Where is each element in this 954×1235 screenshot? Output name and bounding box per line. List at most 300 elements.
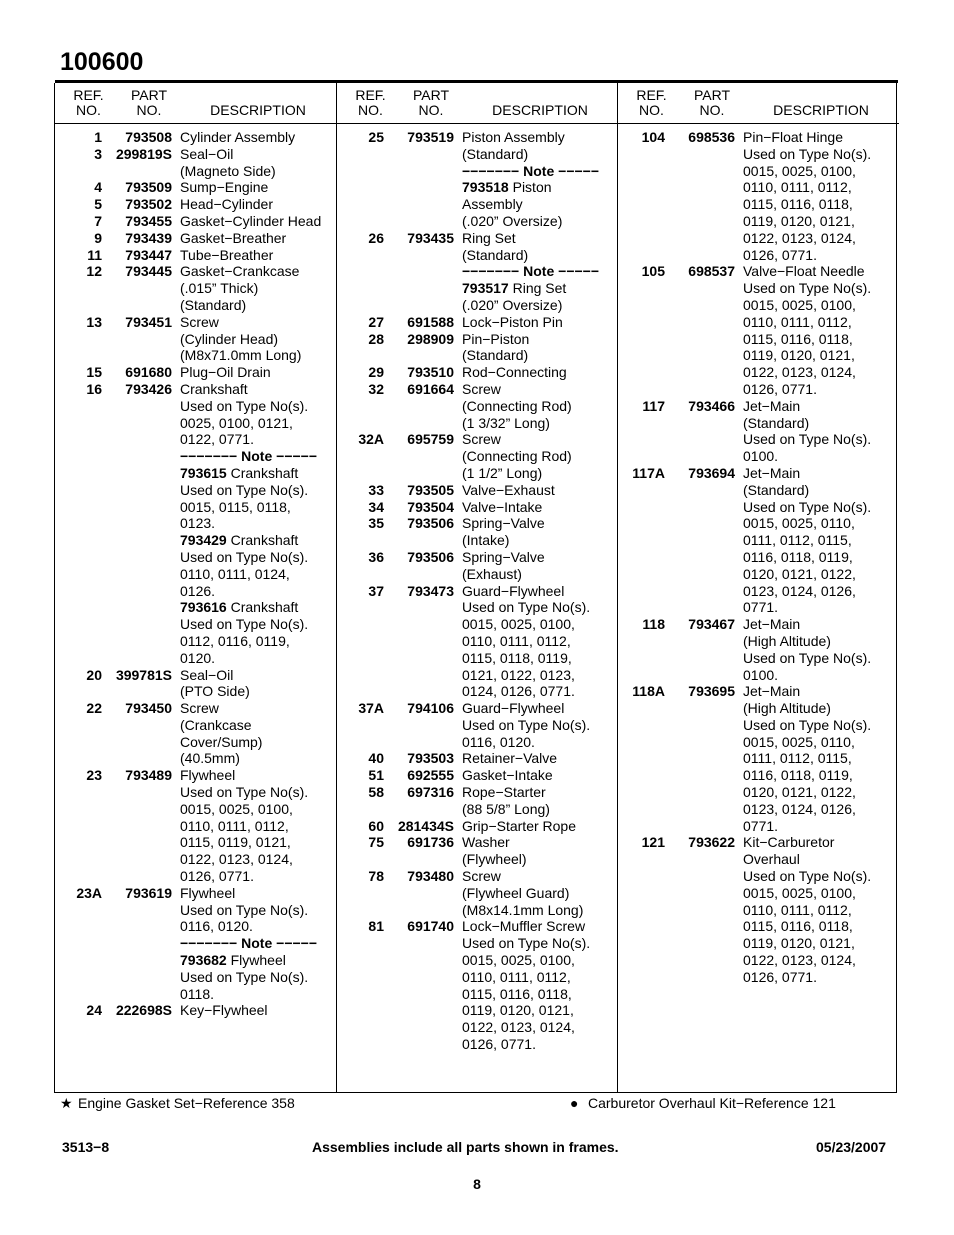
part-description (172, 146, 336, 180)
table-row (618, 616, 899, 683)
part-description (172, 885, 336, 1003)
description-line: (88 5/8” Long) (462, 800, 550, 817)
description-line: (Standard) (743, 414, 810, 431)
part-description (172, 247, 336, 264)
description-line: Used on Type No(s). (180, 968, 309, 985)
description-line: (Standard) (743, 481, 810, 498)
description-line: 0123, 0124, 0126, (743, 582, 856, 599)
description-line: Tube−Breather (180, 246, 274, 263)
description-line: Jet−Main (743, 616, 801, 633)
ref-number: 16 (86, 380, 102, 397)
description-line: 0100. (743, 448, 779, 465)
ref-no-header (61, 88, 116, 118)
table-row (55, 230, 336, 247)
description-line: 0110, 0111, 0112, (743, 313, 852, 330)
part-number: 299819S (115, 145, 172, 162)
description-line: 0015, 0025, 0100, (462, 952, 575, 969)
description-line: Used on Type No(s). (180, 397, 309, 414)
ref-number: 117A (632, 464, 665, 481)
part-no-header (401, 88, 461, 118)
table-row (55, 700, 336, 767)
gasket-set-footnote: Engine Gasket Set−Reference 358 (78, 1095, 295, 1111)
note-divider: −−−−−−− Note −−−−− (462, 263, 600, 280)
description-line: Rod−Connecting (462, 364, 567, 381)
ref-number: 11 (87, 246, 102, 263)
part-number: 793447 (125, 246, 172, 263)
description-line: 0116, 0118, 0119, (743, 548, 853, 565)
ref-header-line-1: REF. (355, 87, 386, 103)
description-line: Spring−Valve (462, 515, 545, 532)
part-description (172, 364, 336, 381)
description-line: 0119, 0120, 0121, (743, 935, 855, 952)
description-line: Used on Type No(s). (743, 716, 872, 733)
table-row (337, 482, 618, 499)
part-description (454, 331, 618, 365)
part-number: 793622 (688, 834, 735, 851)
description-line: Valve−Exhaust (462, 481, 555, 498)
ref-number: 27 (368, 313, 384, 330)
gasket-set-symbol: ★ (60, 1095, 73, 1111)
description-line: (Magneto Side) (180, 162, 276, 179)
description-line: Jet−Main (743, 464, 801, 481)
part-description (454, 549, 618, 583)
table-row (337, 499, 618, 516)
parts-list (55, 129, 336, 1019)
description-line: 0126, 0771. (743, 380, 817, 397)
description-line: 0771. (743, 817, 779, 834)
description-line: 0115, 0116, 0118, (462, 985, 572, 1002)
description-line: Used on Type No(s). (743, 145, 872, 162)
description-line: 0119, 0120, 0121, (462, 1002, 574, 1019)
ref-header-line-1: REF. (636, 87, 667, 103)
part-number: 793480 (407, 868, 454, 885)
ref-number: 32A (358, 431, 384, 448)
description-line: (.020” Oversize) (462, 212, 563, 229)
alternate-part: 793615 Crankshaft (180, 464, 299, 481)
description-line: (Exhaust) (462, 565, 522, 582)
table-row (55, 885, 336, 1003)
description-line: Ring Set (462, 229, 516, 246)
part-number: 695759 (407, 431, 454, 448)
description-line: Seal−Oil (180, 666, 234, 683)
note-divider: −−−−−−− Note −−−−− (180, 448, 318, 465)
description-line: 0115, 0119, 0121, (180, 834, 291, 851)
part-number: 793519 (407, 129, 454, 145)
description-line: Flywheel (180, 884, 236, 901)
ref-number: 22 (86, 700, 102, 717)
part-header-line-2: NO. (699, 102, 725, 118)
table-row (618, 465, 899, 616)
part-number: 793508 (125, 129, 172, 145)
page-number: 8 (473, 1176, 481, 1192)
part-description (735, 465, 899, 616)
table-row (55, 247, 336, 264)
description-line: (Crankcase (180, 716, 252, 733)
part-description (454, 482, 618, 499)
ref-number: 4 (94, 179, 102, 196)
description-line: 0116, 0120. (180, 918, 253, 935)
ref-number: 37 (368, 582, 384, 599)
part-description (735, 263, 899, 397)
description-line: Valve−Float Needle (743, 263, 865, 280)
table-row (337, 868, 618, 918)
description-line: 0110, 0111, 0112, (462, 632, 571, 649)
alternate-part: 793517 Ring Set (462, 280, 567, 297)
note-divider: −−−−−−− Note −−−−− (462, 162, 600, 179)
ref-number: 20 (86, 666, 102, 683)
part-description (735, 398, 899, 465)
description-line: (High Altitude) (743, 632, 831, 649)
description-line: Pin−Piston (462, 330, 530, 347)
table-row (55, 767, 336, 885)
part-description (735, 616, 899, 683)
table-row (337, 549, 618, 583)
table-row (337, 767, 618, 784)
table-row (55, 381, 336, 667)
ref-number: 13 (86, 313, 102, 330)
part-number: 281434S (397, 817, 454, 834)
table-row (55, 179, 336, 196)
part-description (172, 213, 336, 230)
part-number: 793467 (688, 616, 735, 633)
description-line: Gasket−Intake (462, 767, 553, 784)
part-number: 399781S (115, 666, 172, 683)
part-number: 691664 (407, 380, 454, 397)
ref-number: 105 (641, 263, 665, 280)
alternate-part: 793616 Crankshaft (180, 599, 299, 616)
alternate-part: 793682 Flywheel (180, 952, 286, 969)
ref-number: 34 (368, 498, 384, 515)
ref-number: 23A (76, 884, 102, 901)
description-line: 0015, 0025, 0100, (743, 884, 856, 901)
description-line: 0122, 0123, 0124, (743, 364, 856, 381)
alternate-part-number: 793429 (180, 532, 227, 549)
description-line: 0119, 0120, 0121, (743, 212, 855, 229)
description-line: 0110, 0111, 0112, (462, 968, 571, 985)
part-description (454, 767, 618, 784)
description-line: 0123. (180, 515, 216, 532)
ref-number: 121 (641, 834, 665, 851)
part-number: 793619 (125, 884, 172, 901)
table-row (337, 818, 618, 835)
description-line: (Flywheel) (462, 851, 527, 868)
description-line: Screw (180, 700, 219, 717)
column-header (55, 83, 336, 124)
description-line: Rope−Starter (462, 784, 546, 801)
description-line: (PTO Side) (180, 683, 250, 700)
ref-number: 9 (94, 229, 102, 246)
description-line: Kit−Carburetor (743, 834, 835, 851)
description-line: 0111, 0112, 0115, (743, 750, 852, 767)
ref-number: 104 (641, 129, 665, 145)
part-number: 697316 (407, 784, 454, 801)
table-row (337, 331, 618, 365)
description-line: 0015, 0025, 0100, (743, 162, 856, 179)
description-line: Gasket−Crankcase (180, 263, 300, 280)
description-line: Gasket−Cylinder Head (180, 212, 322, 229)
description-line: (Cylinder Head) (180, 330, 279, 347)
ref-number: 28 (368, 330, 384, 347)
description-line: Used on Type No(s). (743, 498, 872, 515)
description-line: Flywheel (180, 767, 236, 784)
table-row (337, 314, 618, 331)
alternate-part: 793518 Piston (462, 179, 552, 196)
ref-number: 25 (368, 129, 384, 145)
part-header-line-1: PART (693, 87, 731, 103)
description-line: Retainer−Valve (462, 750, 558, 767)
description-line: Washer (462, 834, 510, 851)
description-line: 0119, 0120, 0121, (743, 347, 855, 364)
description-line: Used on Type No(s). (743, 280, 872, 297)
part-description (454, 834, 618, 868)
description-line: 0126, 0771. (462, 1036, 536, 1053)
part-number: 698536 (688, 129, 735, 145)
description-line: 0116, 0118, 0119, (743, 767, 853, 784)
part-description (454, 918, 618, 1052)
description-line: 0122, 0123, 0124, (743, 229, 856, 246)
description-line: 0100. (743, 666, 779, 683)
description-line: (1 3/32” Long) (462, 414, 550, 431)
description-line: Crankshaft (180, 380, 248, 397)
description-line: Lock−Muffler Screw (462, 918, 586, 935)
description-line: Grip−Starter Rope (462, 817, 576, 834)
description-line: Sump−Engine (180, 179, 269, 196)
part-header-line-2: NO. (136, 102, 162, 118)
ref-number: 26 (368, 229, 384, 246)
description-line: Head−Cylinder (180, 196, 273, 213)
description-line: 0116, 0120. (462, 733, 535, 750)
description-line: 0122, 0771. (180, 431, 254, 448)
description-line: (.015” Thick) (180, 280, 259, 297)
table-row (55, 1002, 336, 1019)
description-line: 0112, 0116, 0119, (180, 632, 290, 649)
table-row (618, 129, 899, 263)
part-number: 793451 (125, 313, 172, 330)
part-number: 698537 (688, 263, 735, 280)
part-number: 793489 (125, 767, 172, 784)
description-line: (M8x14.1mm Long) (462, 901, 584, 918)
description-line: 0124, 0126, 0771. (462, 683, 575, 700)
table-row (337, 784, 618, 818)
description-line: Used on Type No(s). (462, 716, 591, 733)
description-line: 0115, 0118, 0119, (462, 649, 572, 666)
part-no-header (119, 88, 179, 118)
description-line: Guard−Flywheel (462, 700, 565, 717)
ref-number: 75 (368, 834, 384, 851)
description-line: 0015, 0025, 0100, (743, 296, 856, 313)
table-row (337, 834, 618, 868)
description-line: Piston Assembly (462, 129, 565, 145)
description-line: 0015, 0025, 0100, (462, 616, 575, 633)
part-description (735, 834, 899, 985)
part-description (454, 700, 618, 750)
part-description (454, 750, 618, 767)
description-line: Used on Type No(s). (743, 431, 872, 448)
part-number: 793473 (407, 582, 454, 599)
table-row (337, 700, 618, 750)
part-number: 691736 (407, 834, 454, 851)
description-line: Lock−Piston Pin (462, 313, 563, 330)
alternate-part-number: 793518 (462, 179, 509, 196)
ref-header-line-1: REF. (73, 87, 104, 103)
part-header-line-1: PART (130, 87, 168, 103)
description-line: Assembly (462, 196, 523, 213)
part-description (172, 667, 336, 701)
description-line: (Standard) (462, 145, 529, 162)
table-row (337, 381, 618, 431)
column-header (337, 83, 618, 124)
ref-number: 5 (94, 196, 102, 213)
part-number: 793445 (125, 263, 172, 280)
part-description (454, 431, 618, 481)
table-row (55, 314, 336, 364)
ref-number: 118A (632, 683, 665, 700)
document-date: 05/23/2007 (816, 1139, 887, 1155)
description-line: 0126, 0771. (180, 868, 254, 885)
ref-no-header (343, 88, 398, 118)
part-number: 691588 (407, 313, 454, 330)
ref-number: 60 (368, 817, 384, 834)
description-line: Plug−Oil Drain (180, 364, 271, 381)
description-line: (Intake) (462, 532, 510, 549)
description-header: DESCRIPTION (773, 102, 869, 118)
part-description (172, 1002, 336, 1019)
model-number: 100600 (60, 48, 144, 76)
table-row (337, 750, 618, 767)
description-line: (Connecting Rod) (462, 448, 572, 465)
description-line: 0118. (180, 985, 214, 1002)
column-header (618, 83, 899, 124)
description-line: 0110, 0111, 0112, (180, 817, 289, 834)
parts-list (337, 129, 618, 1053)
table-row (55, 213, 336, 230)
description-line: 0122, 0123, 0124, (180, 851, 293, 868)
ref-number: 35 (368, 515, 384, 532)
description-line: 0111, 0112, 0115, (743, 532, 852, 549)
description-line: 0122, 0123, 0124, (743, 952, 856, 969)
ref-number: 32 (368, 380, 384, 397)
description-line: Guard−Flywheel (462, 582, 565, 599)
description-line: Screw (462, 431, 501, 448)
part-no-header (682, 88, 742, 118)
part-description (172, 230, 336, 247)
description-line: 0121, 0122, 0123, (462, 666, 575, 683)
description-line: (Standard) (462, 347, 529, 364)
table-row (618, 398, 899, 465)
description-line: 0110, 0111, 0112, (743, 179, 852, 196)
description-line: (High Altitude) (743, 700, 831, 717)
table-row (337, 918, 618, 1052)
ref-number: 23 (86, 767, 102, 784)
ref-number: 29 (368, 364, 384, 381)
table-row (55, 196, 336, 213)
description-line: Used on Type No(s). (743, 649, 872, 666)
part-number: 793439 (125, 229, 172, 246)
description-line: Screw (462, 380, 501, 397)
description-line: 0123, 0124, 0126, (743, 800, 856, 817)
table-row (55, 263, 336, 313)
description-line: Key−Flywheel (180, 1002, 268, 1019)
description-line: Used on Type No(s). (180, 481, 309, 498)
ref-number: 12 (86, 263, 102, 280)
part-number: 793506 (407, 548, 454, 565)
alternate-part-number: 793517 (462, 280, 509, 297)
description-line: 0110, 0111, 0124, (180, 565, 290, 582)
ref-number: 24 (86, 1002, 102, 1019)
part-description (454, 868, 618, 918)
description-line: 0122, 0123, 0124, (462, 1019, 575, 1036)
part-header-line-1: PART (412, 87, 450, 103)
ref-number: 117 (642, 397, 665, 414)
description-line: Spring−Valve (462, 548, 545, 565)
description-line: 0025, 0100, 0121, (180, 414, 293, 431)
description-line: 0015, 0025, 0110, (743, 515, 855, 532)
part-description (172, 700, 336, 767)
table-row (337, 515, 618, 549)
alternate-part: 793429 Crankshaft (180, 532, 299, 549)
table-row (618, 834, 899, 985)
table-row (55, 667, 336, 701)
part-description (172, 767, 336, 885)
description-line: 0115, 0116, 0118, (743, 330, 853, 347)
description-line: Valve−Intake (462, 498, 543, 515)
description-header: DESCRIPTION (210, 102, 306, 118)
document-number: 3513−8 (62, 1139, 110, 1155)
description-line: 0115, 0116, 0118, (743, 918, 853, 935)
description-line: (1 1/2” Long) (462, 464, 543, 481)
part-description (172, 314, 336, 364)
description-header: DESCRIPTION (492, 102, 588, 118)
description-line: 0126, 0771. (743, 968, 817, 985)
ref-number: 51 (368, 767, 384, 784)
ref-no-header (624, 88, 679, 118)
part-description (172, 196, 336, 213)
table-row (337, 364, 618, 381)
note-divider: −−−−−−− Note −−−−− (180, 935, 318, 952)
ref-number: 40 (368, 750, 384, 767)
alternate-part-number: 793615 (180, 464, 227, 481)
part-description (735, 683, 899, 834)
table-row (55, 146, 336, 180)
table-row (337, 583, 618, 701)
description-line: Jet−Main (743, 683, 801, 700)
part-description (454, 583, 618, 701)
part-number: 793506 (407, 515, 454, 532)
description-line: (40.5mm) (180, 750, 240, 767)
description-line: 0015, 0025, 0110, (743, 733, 855, 750)
part-number: 793502 (125, 196, 172, 213)
description-line: 0126, 0771. (743, 246, 817, 263)
part-number: 793505 (407, 481, 454, 498)
table-row (55, 364, 336, 381)
description-line: 0126. (180, 582, 216, 599)
ref-number: 7 (94, 212, 102, 229)
ref-header-line-2: NO. (358, 102, 383, 118)
description-line: Used on Type No(s). (180, 784, 309, 801)
assemblies-note: Assemblies include all parts shown in frames. (312, 1139, 619, 1155)
part-number: 793504 (407, 498, 454, 515)
description-line: Gasket−Breather (180, 229, 287, 246)
ref-number: 81 (368, 918, 384, 935)
description-line: Cover/Sump) (180, 733, 263, 750)
part-description (454, 818, 618, 835)
description-line: 0120, 0121, 0122, (743, 565, 856, 582)
part-description (454, 499, 618, 516)
description-line: 0015, 0115, 0118, (180, 498, 291, 515)
part-number: 793466 (688, 397, 735, 414)
part-description (172, 263, 336, 313)
carburetor-kit-symbol: ● (570, 1095, 579, 1111)
